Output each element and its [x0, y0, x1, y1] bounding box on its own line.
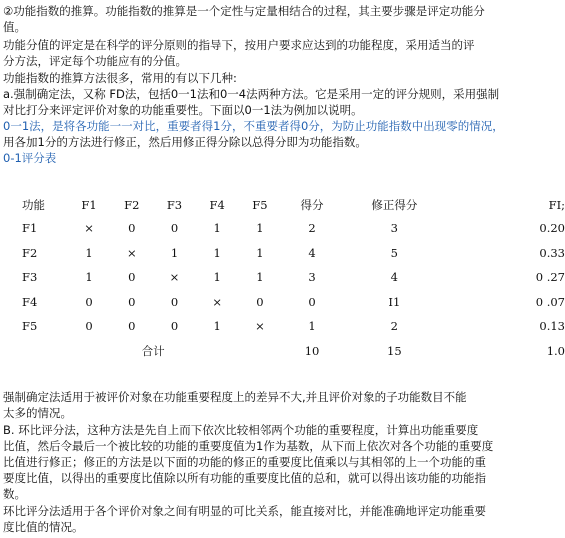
table-cell: 0	[128, 270, 136, 285]
total-index: 1.0	[546, 343, 565, 358]
outro-line-2: 太多的情况。	[3, 406, 72, 420]
table-cell: 0 .07	[535, 294, 565, 309]
table-cell: 0	[128, 294, 136, 309]
outro-line-6: 要度比值，以得出的重要度比值除以所有功能的重要度比值的总和，就可以得出该功能的功能指	[3, 471, 486, 485]
table-cell: 0.33	[539, 245, 565, 260]
intro-line-4: 分方法，评定每个功能应有的分值。	[3, 54, 187, 68]
table-cell: 1	[213, 270, 221, 285]
header-cell: F5	[252, 198, 268, 212]
outro-line-3: B. 环比评分法，这种方法是先自上而下依次比较相邻两个功能的重要程度，计算出功能重要度	[3, 423, 479, 437]
table-row	[22, 290, 565, 315]
table-cell: 4	[308, 245, 316, 260]
table-cell: 1	[213, 319, 221, 334]
table-cell: 1	[85, 245, 93, 260]
header-cell: F3	[166, 198, 183, 212]
intro-line-3: 功能分值的评定是在科学的评分原则的指导下，按用户要求应达到的功能程度，采用适当的评	[3, 38, 475, 52]
table-cell: 1	[256, 245, 264, 260]
table-cell: 1	[213, 221, 221, 236]
table-row	[22, 314, 565, 339]
total-corrected-score: 15	[387, 343, 402, 358]
intro-line-5: 功能指数的推算方法很多，常用的有以下几种:	[3, 71, 237, 85]
intro-line-7: 对比打分来评定评价对象的功能重要性。下面以0一1法为例加以说明。	[3, 103, 363, 117]
table-cell: 1	[170, 245, 179, 260]
table-cell: 0.13	[539, 319, 565, 334]
total-label: 合计	[141, 343, 165, 358]
outro-line-9: 度比值的情况。	[3, 520, 84, 534]
table-total-row	[22, 339, 565, 364]
table-row	[22, 216, 565, 241]
table-cell: 4	[390, 270, 398, 285]
table-cell: 2	[390, 319, 398, 334]
header-cell: F2	[124, 198, 140, 212]
table-cell: 1	[256, 270, 264, 285]
table-header-row	[22, 194, 565, 216]
table-cell: F2	[22, 245, 38, 260]
intro-line-1: ②功能指数的推算。功能指数的推算是一个定性与定量相结合的过程，其主要步骤是评定功能分	[3, 4, 485, 18]
table-cell: ×	[212, 294, 223, 309]
outro-line-8: 环比评分法适用于各个评价对象之间有明显的可比关系，能直接对比，并能准确地评定功能重要	[3, 504, 486, 518]
table-cell: F5	[22, 319, 38, 334]
table-cell: 0	[128, 221, 136, 236]
total-score: 10	[304, 343, 320, 358]
table-cell: 0	[170, 319, 179, 334]
table-cell: 1	[85, 270, 93, 285]
table-cell: ×	[255, 319, 265, 334]
table-cell: 1	[213, 245, 221, 260]
table-cell: ×	[84, 221, 94, 236]
table-cell: 0	[170, 221, 179, 236]
header-cell: 修正得分	[371, 198, 418, 212]
intro-line-2: 值。	[3, 20, 26, 34]
table-cell: 0	[308, 294, 316, 309]
header-cell: FI;	[548, 198, 565, 212]
table-cell: 2	[308, 221, 316, 236]
table-cell: 1	[256, 221, 264, 236]
header-cell: 功能	[22, 198, 45, 212]
table-cell: 3	[308, 270, 316, 285]
table-cell: ×	[126, 245, 137, 260]
table-cell: ×	[169, 270, 180, 285]
table-cell: 0	[170, 294, 179, 309]
outro-line-7: 数。	[3, 487, 26, 501]
table-cell: 0.20	[539, 221, 565, 236]
table-caption: 0-1评分表	[3, 151, 57, 165]
outro-line-1: 强制确定法适用于被评价对象在功能重要程度上的差异不大,并且评价对象的子功能数目不能	[3, 390, 467, 404]
outro-line-4: 比值，然后令最后一个被比较的功能的重要度值为1作为基数，从下而上依次对各个功能的重要度	[3, 439, 494, 453]
table-cell: 0 .27	[535, 270, 565, 285]
table-cell: 5	[390, 245, 398, 260]
table-cell: 0	[256, 294, 264, 309]
table-cell: 3	[390, 221, 398, 236]
outro-line-5: 比值进行修正；修正的方法是以下面的功能的修正的重要度比值乘以与其相邻的上一个功能的重	[3, 455, 486, 469]
table-row	[22, 241, 565, 266]
intro-line-6: a.强制确定法，又称 FD法，包括0一1法和0一4法两种方法。它是采用一定的评分规则，采用强制	[3, 87, 500, 101]
header-cell: F4	[209, 198, 225, 212]
header-cell: F1	[81, 198, 97, 212]
table-cell: 0	[85, 319, 93, 334]
table-cell: F3	[22, 270, 38, 285]
header-cell: 得分	[300, 198, 324, 212]
intro-line-8: 0一1法，是将各功能一一对比，重要者得1分，不重要者得0分，为防止功能指数中出现零的情况，	[3, 119, 504, 133]
score-table	[22, 194, 565, 363]
intro-line-9: 用各加1分的方法进行修正，然后用修正得分除以总得分即为功能指数。	[3, 135, 367, 149]
table-cell: 1	[308, 319, 316, 334]
table-cell: 0	[128, 319, 136, 334]
table-row	[22, 265, 565, 290]
table-cell: F1	[22, 221, 38, 236]
table-cell: I1	[388, 294, 401, 309]
table-cell: F4	[22, 294, 38, 309]
table-cell: 0	[85, 294, 93, 309]
